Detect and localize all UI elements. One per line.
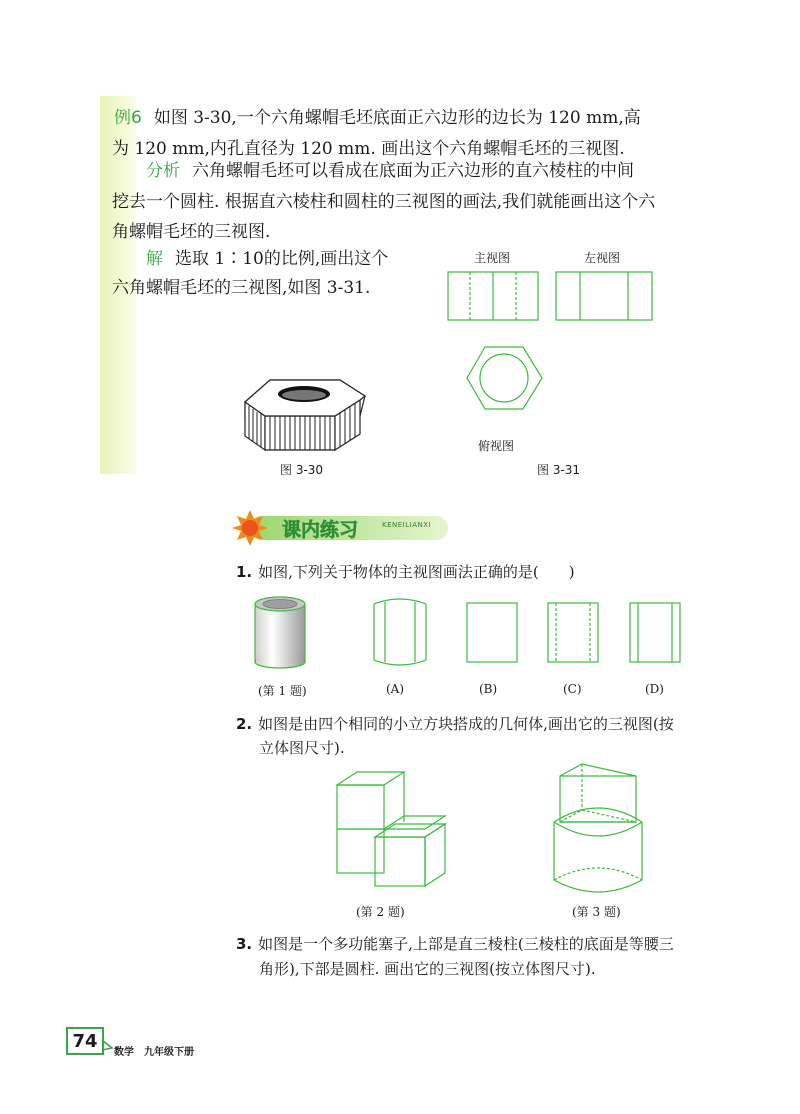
option-d-label: (D)	[645, 682, 664, 696]
question-1-figure-label: (第 1 题)	[258, 684, 307, 698]
question-3-line-2: 角形),下部是圆柱. 画出它的三视图(按立体图尺寸).	[259, 960, 596, 978]
figure-3-30-caption: 图 3-30	[280, 463, 324, 477]
hex-nut-figure	[240, 372, 370, 452]
question-3-stopper-figure	[548, 764, 648, 899]
question-1: 1. 如图,下列关于物体的主视图画法正确的是( )	[236, 563, 575, 581]
question-3-figure-label: (第 3 题)	[572, 905, 621, 919]
page-corner-mark	[102, 1040, 114, 1052]
front-view-label: 主视图	[474, 251, 511, 265]
analysis-line-2: 挖去一个圆柱. 根据直六棱柱和圆柱的三视图的画法,我们就能画出这个六	[112, 192, 656, 212]
question-2-figure-label: (第 2 题)	[356, 905, 405, 919]
option-b-label: (B)	[479, 682, 498, 696]
question-2-line-1: 2. 如图是由四个相同的小立方块搭成的几何体,画出它的三视图(按	[236, 715, 674, 733]
example-label: 例6	[114, 108, 142, 128]
option-c-figure	[548, 603, 598, 662]
left-view-label: 左视图	[584, 251, 621, 265]
analysis-line-1: 分析 六角螺帽毛坯可以看成在底面为正六边形的直六棱柱的中间	[146, 161, 634, 181]
analysis-label: 分析	[146, 161, 180, 181]
practice-title: 课内练习	[282, 519, 359, 541]
question-3-line-1: 3. 如图是一个多功能塞子,上部是直三棱柱(三棱柱的底面是等腰三	[236, 935, 674, 953]
hollow-cylinder	[255, 597, 305, 668]
solution-line-1: 解 选取 1∶10的比例,画出这个	[146, 249, 389, 269]
question-1-figures	[250, 594, 690, 674]
top-view-label: 俯视图	[478, 439, 515, 453]
practice-pinyin: KENEILIANXI	[382, 521, 432, 529]
solution-line-2: 六角螺帽毛坯的三视图,如图 3-31.	[112, 278, 371, 298]
question-2-cubes-figure	[332, 770, 457, 895]
option-a-figure	[374, 599, 426, 665]
option-c-label: (C)	[563, 682, 582, 696]
three-views-figure	[440, 270, 660, 450]
book-title: 数学 九年级下册	[114, 1047, 194, 1058]
option-d-figure	[630, 603, 680, 662]
option-b-figure	[467, 603, 517, 662]
question-2-line-2: 立体图尺寸).	[259, 739, 345, 757]
solution-label: 解	[146, 249, 163, 269]
example-line-1: 例6 如图 3-30,一个六角螺帽毛坯底面正六边形的边长为 120 mm,高	[114, 108, 641, 128]
analysis-line-3: 角螺帽毛坯的三视图.	[112, 222, 271, 242]
figure-3-31-caption: 图 3-31	[537, 463, 581, 477]
option-a-label: (A)	[386, 682, 405, 696]
example-line-2: 为 120 mm,内孔直径为 120 mm. 画出这个六角螺帽毛坯的三视图.	[112, 139, 625, 159]
sun-icon	[232, 510, 268, 546]
page-number: 74	[66, 1027, 104, 1055]
